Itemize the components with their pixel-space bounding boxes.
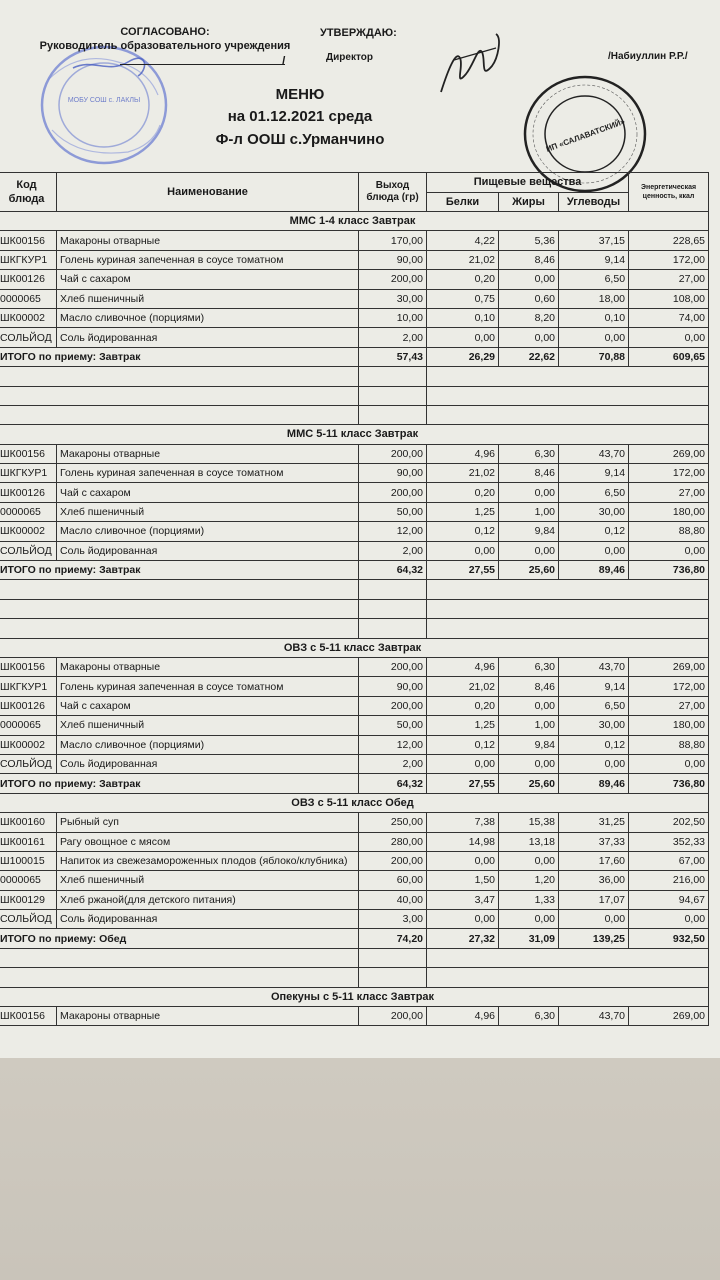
section-row bbox=[0, 425, 709, 444]
dish-name: Масло сливочное (порциями) bbox=[57, 522, 359, 541]
agreed-role: Руководитель образовательного учреждения bbox=[39, 40, 291, 52]
total-yield: 64,32 bbox=[359, 774, 427, 793]
dish-fat: 13,18 bbox=[499, 832, 559, 851]
dish-protein: 4,22 bbox=[427, 231, 499, 250]
dish-name: Хлеб пшеничный bbox=[57, 502, 359, 521]
table-row bbox=[0, 270, 709, 289]
dish-name: Масло сливочное (порциями) bbox=[57, 308, 359, 327]
blank-cell bbox=[0, 580, 359, 599]
total-protein: 26,29 bbox=[427, 347, 499, 366]
table-row bbox=[0, 716, 709, 735]
table-row bbox=[0, 1007, 709, 1026]
dish-energy: 202,50 bbox=[629, 813, 709, 832]
dish-protein: 3,47 bbox=[427, 890, 499, 909]
dish-protein: 0,75 bbox=[427, 289, 499, 308]
dish-protein: 0,20 bbox=[427, 270, 499, 289]
dish-yield: 12,00 bbox=[359, 522, 427, 541]
dish-energy: 108,00 bbox=[629, 289, 709, 308]
table-row bbox=[0, 735, 709, 754]
dish-carbs: 0,00 bbox=[559, 910, 629, 929]
dish-carbs: 36,00 bbox=[559, 871, 629, 890]
blank-cell bbox=[0, 599, 359, 618]
menu-date: на 01.12.2021 среда bbox=[227, 108, 373, 125]
dish-yield: 200,00 bbox=[359, 483, 427, 502]
dish-yield: 30,00 bbox=[359, 289, 427, 308]
dish-protein: 21,02 bbox=[427, 677, 499, 696]
dish-yield: 2,00 bbox=[359, 541, 427, 560]
dish-protein: 0,00 bbox=[427, 328, 499, 347]
dish-energy: 27,00 bbox=[629, 270, 709, 289]
col-yield: Выход блюда (гр) bbox=[359, 173, 427, 212]
dish-energy: 0,00 bbox=[629, 754, 709, 773]
dish-fat: 6,30 bbox=[499, 444, 559, 463]
dish-fat: 8,46 bbox=[499, 677, 559, 696]
blank-cell bbox=[0, 367, 359, 386]
total-fat: 25,60 bbox=[499, 561, 559, 580]
blank-cell bbox=[359, 968, 427, 987]
total-yield: 64,32 bbox=[359, 561, 427, 580]
blank-cell bbox=[0, 968, 359, 987]
table-row bbox=[0, 677, 709, 696]
section-title: ММС 1-4 класс Завтрак bbox=[0, 212, 709, 231]
dish-yield: 170,00 bbox=[359, 231, 427, 250]
dish-name: Чай с сахаром bbox=[57, 270, 359, 289]
dish-energy: 0,00 bbox=[629, 328, 709, 347]
total-row bbox=[0, 774, 709, 793]
dish-yield: 90,00 bbox=[359, 250, 427, 269]
dish-yield: 90,00 bbox=[359, 464, 427, 483]
blank-row bbox=[0, 619, 709, 638]
dish-name: Макароны отварные bbox=[57, 657, 359, 676]
dish-fat: 6,30 bbox=[499, 657, 559, 676]
dish-energy: 269,00 bbox=[629, 444, 709, 463]
dish-protein: 0,00 bbox=[427, 851, 499, 870]
dish-carbs: 43,70 bbox=[559, 1007, 629, 1026]
dish-yield: 200,00 bbox=[359, 851, 427, 870]
dish-protein: 0,10 bbox=[427, 308, 499, 327]
blank-cell bbox=[359, 619, 427, 638]
dish-code: Ш100015 bbox=[0, 851, 57, 870]
dish-name: Соль йодированная bbox=[57, 754, 359, 773]
dish-carbs: 43,70 bbox=[559, 657, 629, 676]
dish-protein: 4,96 bbox=[427, 444, 499, 463]
dish-name: Напиток из свежезамороженных плодов (яблоко/клубника) bbox=[57, 851, 359, 870]
total-label: ИТОГО по приему: Завтрак bbox=[0, 774, 359, 793]
dish-carbs: 30,00 bbox=[559, 716, 629, 735]
dish-carbs: 37,33 bbox=[559, 832, 629, 851]
dish-code: 0000065 bbox=[0, 289, 57, 308]
dish-code: ШК00156 bbox=[0, 657, 57, 676]
section-row bbox=[0, 793, 709, 812]
dish-energy: 88,80 bbox=[629, 735, 709, 754]
total-carbs: 89,46 bbox=[559, 561, 629, 580]
blank-cell bbox=[427, 367, 709, 386]
dish-name: Хлеб ржаной(для детского питания) bbox=[57, 890, 359, 909]
dish-yield: 3,00 bbox=[359, 910, 427, 929]
dish-name: Соль йодированная bbox=[57, 541, 359, 560]
dish-code: ШК00156 bbox=[0, 444, 57, 463]
dish-fat: 0,00 bbox=[499, 328, 559, 347]
table-row bbox=[0, 522, 709, 541]
table-row bbox=[0, 541, 709, 560]
dish-energy: 269,00 bbox=[629, 657, 709, 676]
dish-name: Хлеб пшеничный bbox=[57, 716, 359, 735]
col-nutrients: Пищевые вещества bbox=[427, 173, 629, 193]
blank-cell bbox=[359, 386, 427, 405]
dish-energy: 74,00 bbox=[629, 308, 709, 327]
blank-cell bbox=[0, 386, 359, 405]
dish-energy: 228,65 bbox=[629, 231, 709, 250]
dish-fat: 9,84 bbox=[499, 522, 559, 541]
blank-cell bbox=[359, 367, 427, 386]
dish-name: Соль йодированная bbox=[57, 328, 359, 347]
total-energy: 932,50 bbox=[629, 929, 709, 948]
dish-energy: 0,00 bbox=[629, 910, 709, 929]
dish-carbs: 17,60 bbox=[559, 851, 629, 870]
dish-protein: 4,96 bbox=[427, 1007, 499, 1026]
col-energy: Энергетическая ценность, ккал bbox=[629, 173, 709, 212]
dish-fat: 1,20 bbox=[499, 871, 559, 890]
blank-row bbox=[0, 968, 709, 987]
total-label: ИТОГО по приему: Завтрак bbox=[0, 347, 359, 366]
dish-name: Хлеб пшеничный bbox=[57, 871, 359, 890]
dish-carbs: 9,14 bbox=[559, 250, 629, 269]
total-protein: 27,55 bbox=[427, 561, 499, 580]
menu-table bbox=[0, 172, 709, 1026]
col-code: Код блюда bbox=[0, 173, 57, 212]
dish-energy: 172,00 bbox=[629, 464, 709, 483]
section-title: ОВЗ с 5-11 класс Завтрак bbox=[0, 638, 709, 657]
total-fat: 25,60 bbox=[499, 774, 559, 793]
table-body bbox=[0, 212, 709, 1026]
dish-name: Макароны отварные bbox=[57, 1007, 359, 1026]
dish-fat: 1,00 bbox=[499, 502, 559, 521]
table-row bbox=[0, 871, 709, 890]
dish-protein: 0,00 bbox=[427, 754, 499, 773]
dish-name: Голень куриная запеченная в соусе томатном bbox=[57, 250, 359, 269]
dish-energy: 180,00 bbox=[629, 502, 709, 521]
dish-carbs: 6,50 bbox=[559, 483, 629, 502]
dish-fat: 0,00 bbox=[499, 270, 559, 289]
total-row bbox=[0, 561, 709, 580]
blank-row bbox=[0, 599, 709, 618]
dish-fat: 15,38 bbox=[499, 813, 559, 832]
blank-cell bbox=[427, 619, 709, 638]
dish-carbs: 9,14 bbox=[559, 677, 629, 696]
dish-protein: 0,20 bbox=[427, 483, 499, 502]
blank-cell bbox=[427, 405, 709, 424]
total-energy: 736,80 bbox=[629, 774, 709, 793]
dish-code: 0000065 bbox=[0, 871, 57, 890]
blank-row bbox=[0, 405, 709, 424]
table-row bbox=[0, 657, 709, 676]
dish-carbs: 17,07 bbox=[559, 890, 629, 909]
agreed-label: СОГЛАСОВАНО: bbox=[120, 26, 210, 38]
dish-protein: 14,98 bbox=[427, 832, 499, 851]
dish-name: Соль йодированная bbox=[57, 910, 359, 929]
dish-name: Рыбный суп bbox=[57, 813, 359, 832]
dish-name: Чай с сахаром bbox=[57, 696, 359, 715]
total-row bbox=[0, 929, 709, 948]
dish-fat: 6,30 bbox=[499, 1007, 559, 1026]
dish-fat: 0,60 bbox=[499, 289, 559, 308]
dish-fat: 5,36 bbox=[499, 231, 559, 250]
dish-protein: 7,38 bbox=[427, 813, 499, 832]
total-carbs: 70,88 bbox=[559, 347, 629, 366]
col-protein: Белки bbox=[427, 192, 499, 212]
total-label: ИТОГО по приему: Завтрак bbox=[0, 561, 359, 580]
table-row bbox=[0, 328, 709, 347]
table-row bbox=[0, 890, 709, 909]
dish-fat: 9,84 bbox=[499, 735, 559, 754]
dish-energy: 269,00 bbox=[629, 1007, 709, 1026]
dish-fat: 8,46 bbox=[499, 464, 559, 483]
dish-fat: 1,33 bbox=[499, 890, 559, 909]
table-row bbox=[0, 231, 709, 250]
blank-row bbox=[0, 580, 709, 599]
dish-fat: 0,00 bbox=[499, 696, 559, 715]
dish-protein: 1,25 bbox=[427, 502, 499, 521]
blank-cell bbox=[359, 580, 427, 599]
blank-row bbox=[0, 948, 709, 967]
dish-carbs: 30,00 bbox=[559, 502, 629, 521]
dish-carbs: 31,25 bbox=[559, 813, 629, 832]
section-row bbox=[0, 212, 709, 231]
dish-code: ШК00002 bbox=[0, 522, 57, 541]
table-row bbox=[0, 483, 709, 502]
dish-fat: 0,00 bbox=[499, 541, 559, 560]
table-row bbox=[0, 444, 709, 463]
dish-yield: 200,00 bbox=[359, 657, 427, 676]
table-row bbox=[0, 464, 709, 483]
dish-protein: 0,20 bbox=[427, 696, 499, 715]
total-row bbox=[0, 347, 709, 366]
dish-energy: 27,00 bbox=[629, 483, 709, 502]
dish-code: ШК00002 bbox=[0, 735, 57, 754]
blank-cell bbox=[359, 599, 427, 618]
dish-code: СОЛЬЙОД bbox=[0, 328, 57, 347]
section-row bbox=[0, 638, 709, 657]
table-row bbox=[0, 502, 709, 521]
total-carbs: 89,46 bbox=[559, 774, 629, 793]
dish-yield: 2,00 bbox=[359, 754, 427, 773]
dish-code: ШК00126 bbox=[0, 270, 57, 289]
dish-fat: 8,20 bbox=[499, 308, 559, 327]
table-row bbox=[0, 696, 709, 715]
dish-energy: 27,00 bbox=[629, 696, 709, 715]
dish-code: СОЛЬЙОД bbox=[0, 910, 57, 929]
dish-fat: 1,00 bbox=[499, 716, 559, 735]
blank-row bbox=[0, 367, 709, 386]
table-header bbox=[0, 173, 709, 212]
dish-yield: 60,00 bbox=[359, 871, 427, 890]
dish-carbs: 0,00 bbox=[559, 754, 629, 773]
dish-carbs: 6,50 bbox=[559, 696, 629, 715]
dish-name: Голень куриная запеченная в соусе томатном bbox=[57, 464, 359, 483]
dish-energy: 216,00 bbox=[629, 871, 709, 890]
dish-carbs: 0,10 bbox=[559, 308, 629, 327]
dish-fat: 8,46 bbox=[499, 250, 559, 269]
total-yield: 57,43 bbox=[359, 347, 427, 366]
dish-protein: 4,96 bbox=[427, 657, 499, 676]
dish-code: СОЛЬЙОД bbox=[0, 541, 57, 560]
stamp-lettering: МОБУ СОШ с. ЛАКЛЫ bbox=[67, 97, 141, 104]
dish-code: ШК00129 bbox=[0, 890, 57, 909]
dish-yield: 40,00 bbox=[359, 890, 427, 909]
director-label: Директор bbox=[326, 52, 373, 63]
dish-code: ШК00156 bbox=[0, 1007, 57, 1026]
dish-fat: 0,00 bbox=[499, 483, 559, 502]
col-carbs: Углеводы bbox=[559, 192, 629, 212]
dish-code: ШКГКУР1 bbox=[0, 677, 57, 696]
dish-carbs: 37,15 bbox=[559, 231, 629, 250]
dish-energy: 0,00 bbox=[629, 541, 709, 560]
blank-cell bbox=[427, 580, 709, 599]
total-fat: 31,09 bbox=[499, 929, 559, 948]
signature-slash: / bbox=[282, 54, 286, 68]
blank-cell bbox=[0, 948, 359, 967]
signature-line bbox=[120, 64, 285, 65]
dish-fat: 0,00 bbox=[499, 754, 559, 773]
blank-cell bbox=[359, 405, 427, 424]
section-row bbox=[0, 987, 709, 1006]
dish-energy: 94,67 bbox=[629, 890, 709, 909]
table-row bbox=[0, 832, 709, 851]
dish-energy: 172,00 bbox=[629, 250, 709, 269]
dish-yield: 2,00 bbox=[359, 328, 427, 347]
total-label: ИТОГО по приему: Обед bbox=[0, 929, 359, 948]
dish-carbs: 0,00 bbox=[559, 328, 629, 347]
blank-cell bbox=[427, 386, 709, 405]
dish-name: Макароны отварные bbox=[57, 444, 359, 463]
blank-cell bbox=[359, 948, 427, 967]
dish-protein: 0,12 bbox=[427, 735, 499, 754]
dish-energy: 172,00 bbox=[629, 677, 709, 696]
director-name: /Набиуллин Р.Р./ bbox=[608, 51, 688, 62]
table-row bbox=[0, 813, 709, 832]
blank-cell bbox=[427, 948, 709, 967]
col-name: Наименование bbox=[57, 173, 359, 212]
dish-energy: 180,00 bbox=[629, 716, 709, 735]
dish-fat: 0,00 bbox=[499, 851, 559, 870]
dish-yield: 50,00 bbox=[359, 502, 427, 521]
table-row bbox=[0, 308, 709, 327]
dish-carbs: 6,50 bbox=[559, 270, 629, 289]
stamp-lettering: ИП «САЛАВАТСКИЙ» bbox=[544, 116, 627, 154]
dish-yield: 280,00 bbox=[359, 832, 427, 851]
table-row bbox=[0, 289, 709, 308]
dish-name: Макароны отварные bbox=[57, 231, 359, 250]
dish-energy: 88,80 bbox=[629, 522, 709, 541]
total-carbs: 139,25 bbox=[559, 929, 629, 948]
school-stamp bbox=[38, 40, 170, 170]
dish-yield: 200,00 bbox=[359, 1007, 427, 1026]
dish-energy: 352,33 bbox=[629, 832, 709, 851]
dish-yield: 200,00 bbox=[359, 696, 427, 715]
total-energy: 609,65 bbox=[629, 347, 709, 366]
total-protein: 27,32 bbox=[427, 929, 499, 948]
blank-cell bbox=[0, 619, 359, 638]
table-row bbox=[0, 754, 709, 773]
dish-code: ШК00161 bbox=[0, 832, 57, 851]
col-fat: Жиры bbox=[499, 192, 559, 212]
dish-yield: 250,00 bbox=[359, 813, 427, 832]
background-surface bbox=[0, 1058, 720, 1280]
section-title: ОВЗ с 5-11 класс Обед bbox=[0, 793, 709, 812]
dish-energy: 67,00 bbox=[629, 851, 709, 870]
dish-yield: 10,00 bbox=[359, 308, 427, 327]
dish-carbs: 0,12 bbox=[559, 522, 629, 541]
dish-protein: 0,12 bbox=[427, 522, 499, 541]
dish-code: ШК00126 bbox=[0, 483, 57, 502]
dish-name: Голень куриная запеченная в соусе томатном bbox=[57, 677, 359, 696]
table-row bbox=[0, 910, 709, 929]
dish-code: ШКГКУР1 bbox=[0, 464, 57, 483]
dish-code: ШК00002 bbox=[0, 308, 57, 327]
dish-name: Рагу овощное с мясом bbox=[57, 832, 359, 851]
dish-code: СОЛЬЙОД bbox=[0, 754, 57, 773]
dish-protein: 0,00 bbox=[427, 541, 499, 560]
dish-name: Масло сливочное (порциями) bbox=[57, 735, 359, 754]
dish-code: ШК00156 bbox=[0, 231, 57, 250]
dish-code: ШКГКУР1 bbox=[0, 250, 57, 269]
dish-fat: 0,00 bbox=[499, 910, 559, 929]
section-title: ММС 5-11 класс Завтрак bbox=[0, 425, 709, 444]
dish-carbs: 43,70 bbox=[559, 444, 629, 463]
blank-row bbox=[0, 386, 709, 405]
dish-protein: 21,02 bbox=[427, 464, 499, 483]
dish-yield: 90,00 bbox=[359, 677, 427, 696]
blank-cell bbox=[427, 968, 709, 987]
table-row bbox=[0, 250, 709, 269]
dish-protein: 1,25 bbox=[427, 716, 499, 735]
dish-yield: 50,00 bbox=[359, 716, 427, 735]
total-protein: 27,55 bbox=[427, 774, 499, 793]
dish-carbs: 9,14 bbox=[559, 464, 629, 483]
dish-name: Чай с сахаром bbox=[57, 483, 359, 502]
blank-cell bbox=[0, 405, 359, 424]
agreed-block bbox=[20, 26, 310, 68]
blank-cell bbox=[427, 599, 709, 618]
total-fat: 22,62 bbox=[499, 347, 559, 366]
dish-code: ШК00160 bbox=[0, 813, 57, 832]
menu-title: МЕНЮ bbox=[275, 86, 325, 103]
total-energy: 736,80 bbox=[629, 561, 709, 580]
dish-protein: 1,50 bbox=[427, 871, 499, 890]
school-name: Ф-л ООШ с.Урманчино bbox=[215, 131, 385, 148]
table-row bbox=[0, 851, 709, 870]
director-signature bbox=[436, 30, 506, 100]
dish-carbs: 0,12 bbox=[559, 735, 629, 754]
dish-yield: 200,00 bbox=[359, 444, 427, 463]
dish-code: 0000065 bbox=[0, 502, 57, 521]
dish-name: Хлеб пшеничный bbox=[57, 289, 359, 308]
total-yield: 74,20 bbox=[359, 929, 427, 948]
section-title: Опекуны с 5-11 класс Завтрак bbox=[0, 987, 709, 1006]
dish-carbs: 0,00 bbox=[559, 541, 629, 560]
dish-protein: 21,02 bbox=[427, 250, 499, 269]
dish-yield: 200,00 bbox=[359, 270, 427, 289]
dish-yield: 12,00 bbox=[359, 735, 427, 754]
dish-carbs: 18,00 bbox=[559, 289, 629, 308]
approved-label: УТВЕРЖДАЮ: bbox=[320, 27, 397, 39]
dish-code: ШК00126 bbox=[0, 696, 57, 715]
dish-code: 0000065 bbox=[0, 716, 57, 735]
dish-protein: 0,00 bbox=[427, 910, 499, 929]
